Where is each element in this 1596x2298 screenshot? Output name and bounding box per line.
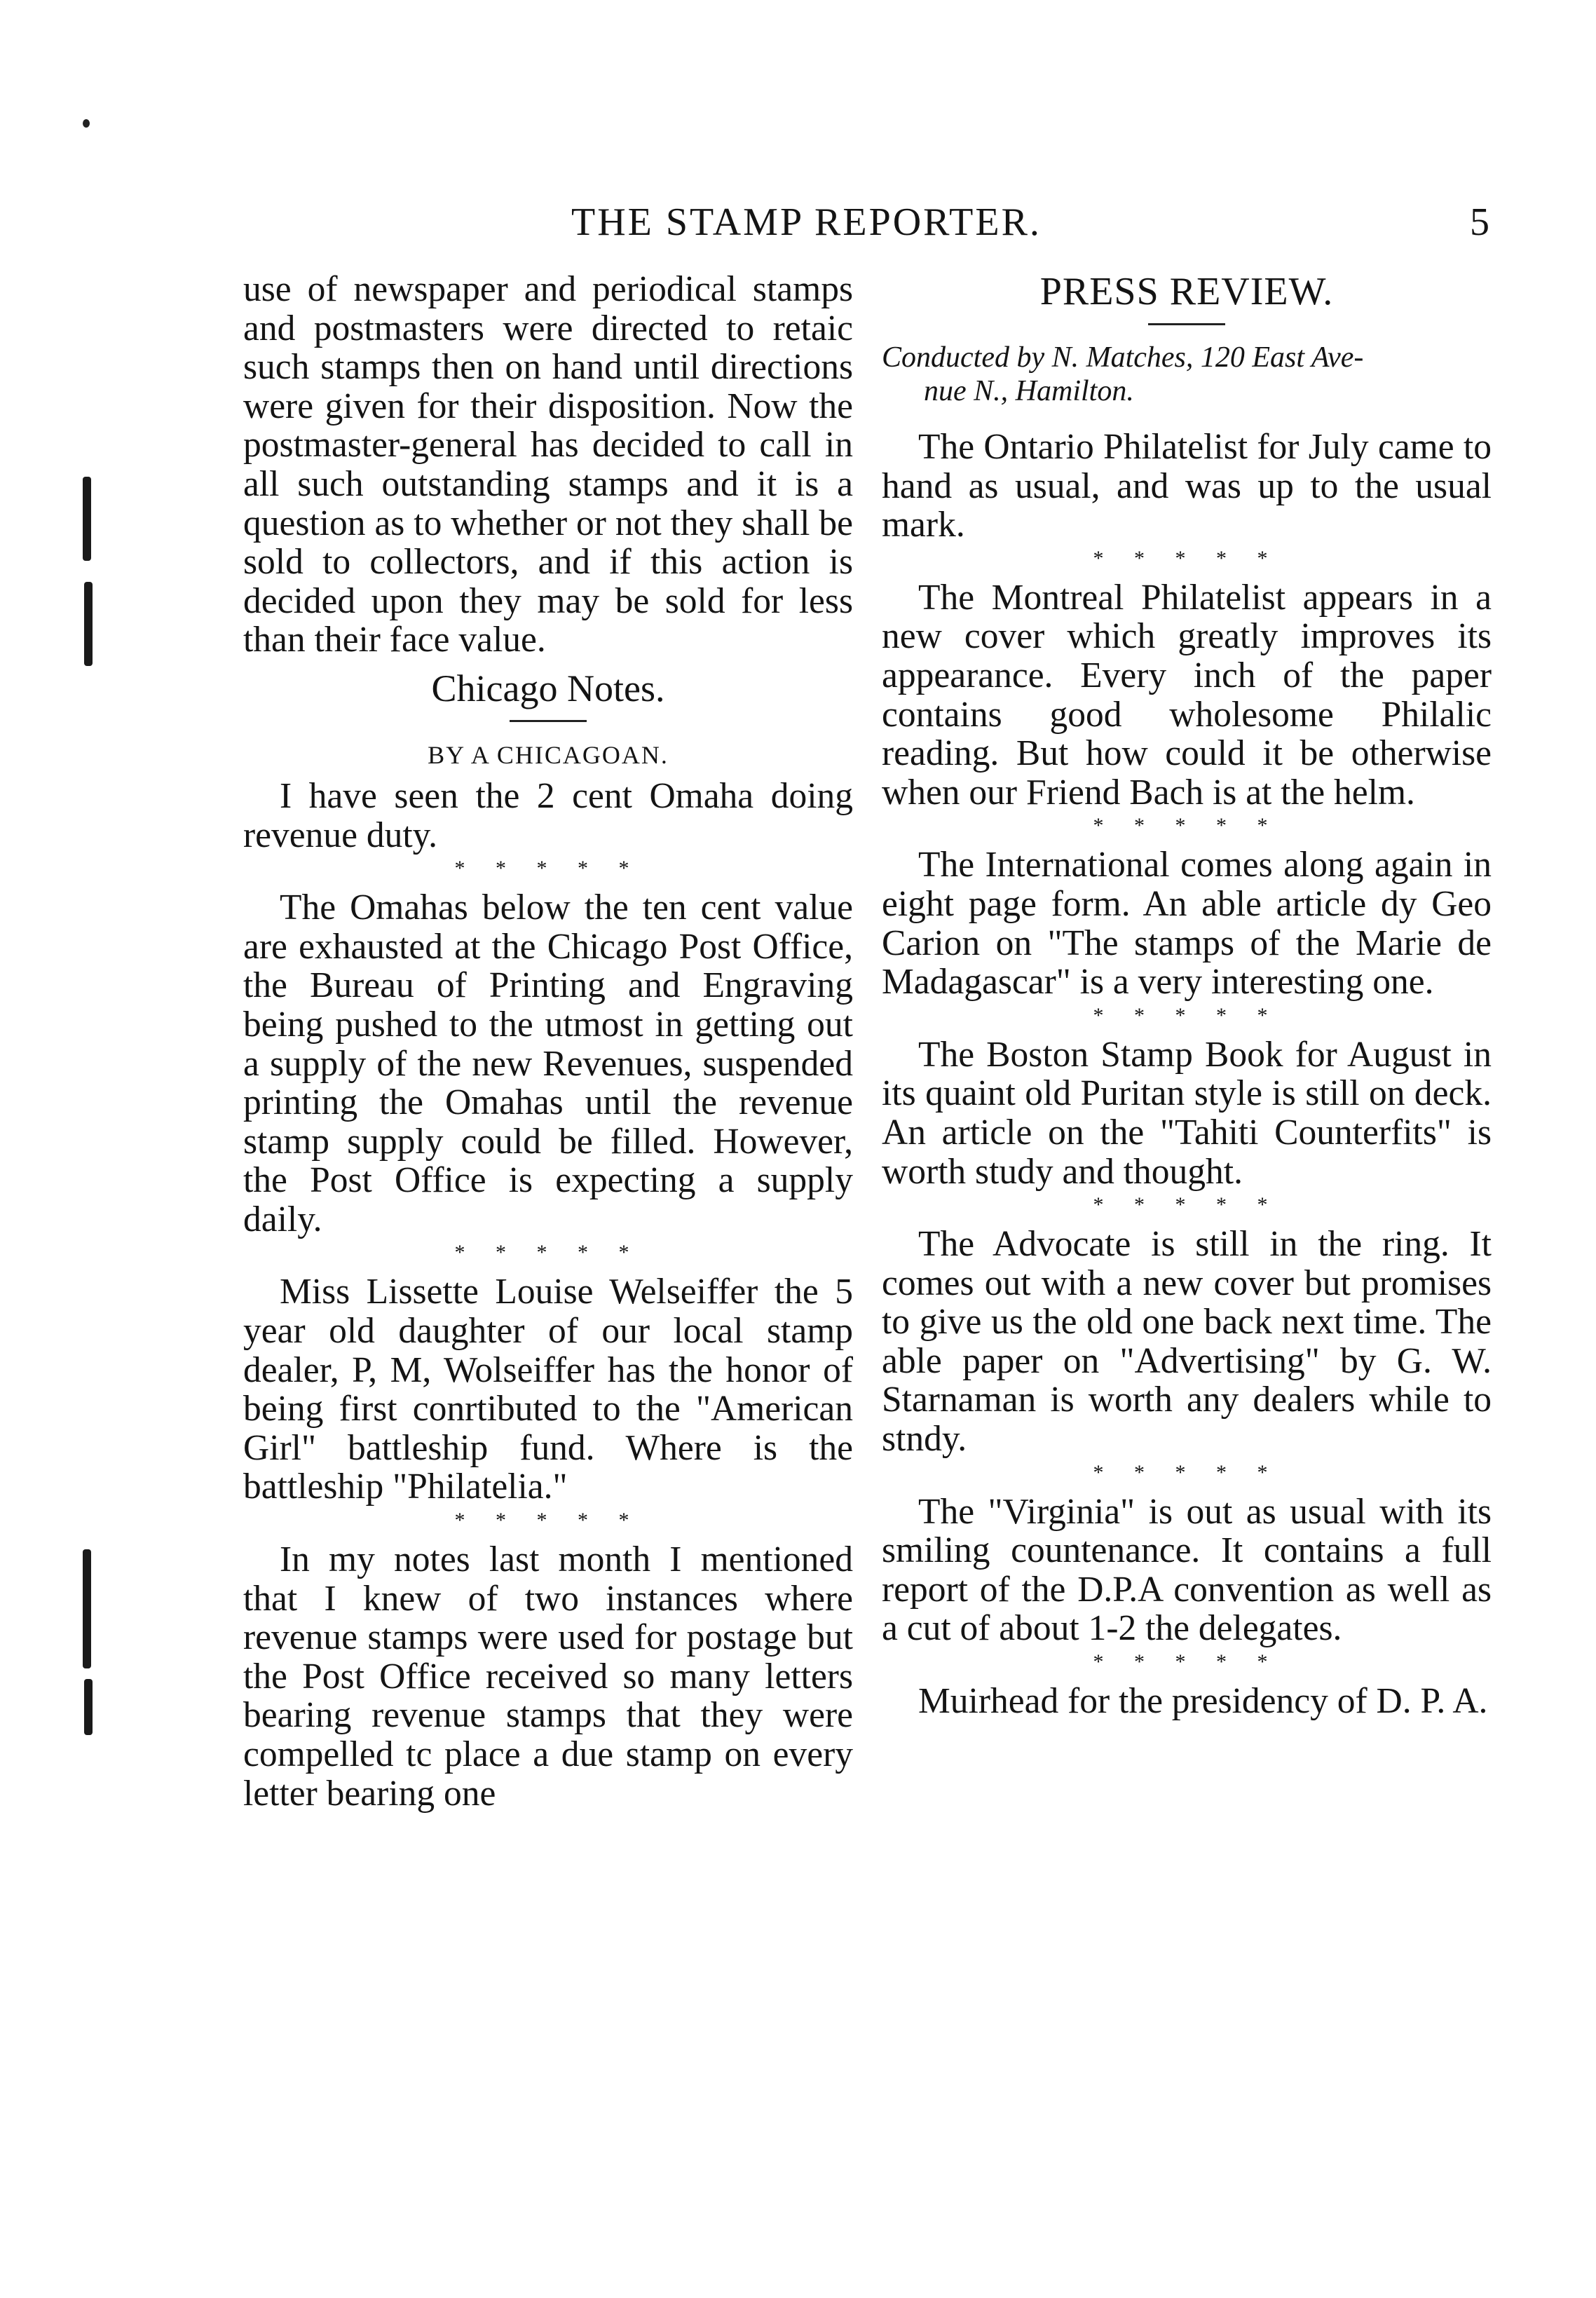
publication-title: THE STAMP REPORTER. <box>571 200 1042 244</box>
right-column <box>882 270 1492 1721</box>
divider <box>510 720 587 722</box>
star-separator: * * * * * <box>1093 546 1281 570</box>
star-separator: * * * * * <box>1093 1003 1281 1027</box>
paragraph: use of newspaper and periodical stamps and postmasters were directed to retaic such stamps then on hand until directions were given for their disposition. Now the postmaster-general has decided to call in all such outstanding stamps and it is a question as to whether or not they shall be sold to collectors, and if this action is decided upon they may be sold for less than their face value. <box>243 269 853 660</box>
paragraph: Muirhead for the presidency of D. P. A. <box>918 1681 1488 1722</box>
binding-mark <box>83 477 91 561</box>
divider <box>1148 323 1225 325</box>
binding-mark <box>84 582 93 666</box>
paragraph: The "Virginia" is out as usual with its smiling countenance. It contains a full report of the D.P.A convention as well as a cut of about 1-2 the delegates. <box>882 1491 1492 1649</box>
paragraph: The International comes along again in eight page form. An able article dy Geo Carion on "The stamps of the Marie de Madagascar" is a very interesting one. <box>882 845 1492 1002</box>
paragraph: In my notes last month I mentioned that I knew of two instances where revenue stamps were used for postage but the Post Office received so many letters bearing revenue stamps that they were compelled tc place a due stamp on every letter bearing one <box>243 1539 853 1814</box>
left-column <box>243 270 853 1813</box>
paragraph: The Montreal Philatelist appears in a new cover which greatly improves its appearance. Every inch of the paper contains good wholesome Philalic reading. But how could it be otherwise when our Friend Bach is at the helm. <box>882 577 1492 813</box>
paragraph: Miss Lissette Louise Welseiffer the 5 year old daughter of our local stamp dealer, P, M, Wolseiffer has the honor of being first conrtibuted to the "American Girl" battleship fund. Where is the battleship "Philatelia." <box>243 1272 853 1507</box>
page-number: 5 <box>1470 200 1489 244</box>
paragraph: The Boston Stamp Book for August in its quaint old Puritan style is still on deck. An article on the "Tahiti Counterfits" is worth study and thought. <box>882 1034 1492 1192</box>
paragraph: The Ontario Philatelist for July came to hand as usual, and was up to the usual mark. <box>882 427 1492 545</box>
section-heading: Chicago Notes. <box>431 667 665 709</box>
star-separator: * * * * * <box>1093 1193 1281 1217</box>
star-separator: * * * * * <box>454 1509 642 1532</box>
section-heading: PRESS REVIEW. <box>1039 270 1334 313</box>
editor-credit-line: Conducted by N. Matches, 120 East Ave- <box>882 341 1364 374</box>
star-separator: * * * * * <box>1093 1460 1281 1484</box>
binding-mark <box>84 1679 93 1735</box>
star-separator: * * * * * <box>454 857 642 881</box>
margin-dot <box>83 119 90 128</box>
star-separator: * * * * * <box>1093 814 1281 838</box>
byline: BY A CHICAGOAN. <box>428 740 669 769</box>
running-header <box>242 200 1489 256</box>
paragraph: The Omahas below the ten cent value are exhausted at the Chicago Post Office, the Bureau of Printing and Engraving being pushed to the utmost in getting out a supply of the new Revenues, suspended printing the Omahas until the revenue stamp supply could be filled. However, the Post Office is expecting a supply daily. <box>243 888 853 1239</box>
paragraph: The Advocate is still in the ring. It comes out with a new cover but promises to give us the old one back next time. The able paper on "Advertising" by G. W. Starnaman is worth any dealers while to stndy. <box>882 1224 1492 1460</box>
editor-credit-line: nue N., Hamilton. <box>924 375 1134 407</box>
editor-credit <box>882 341 1492 408</box>
paragraph: I have seen the 2 cent Omaha doing revenue duty. <box>243 775 853 855</box>
star-separator: * * * * * <box>1093 1650 1281 1674</box>
binding-mark <box>83 1549 91 1668</box>
star-separator: * * * * * <box>454 1241 642 1265</box>
